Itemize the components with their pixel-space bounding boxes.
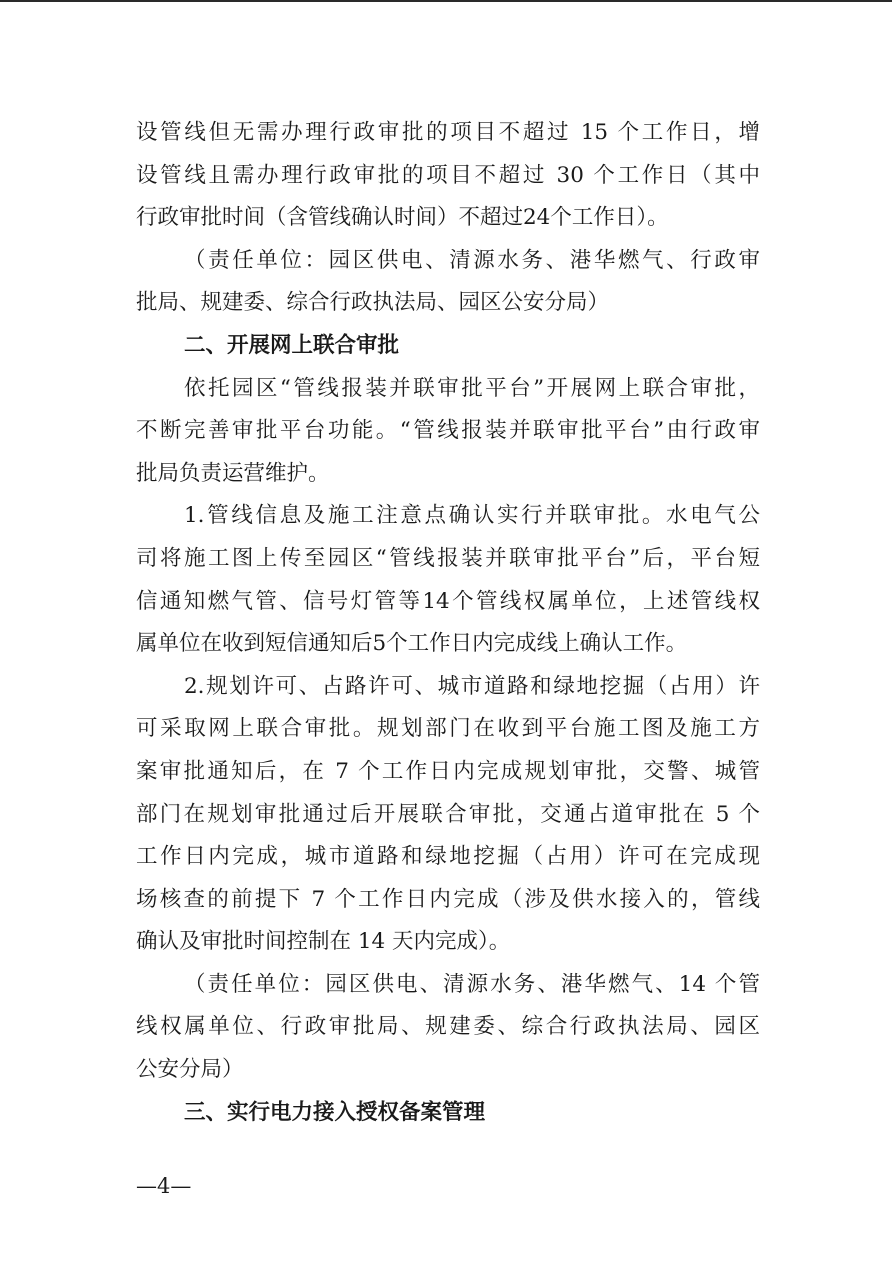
text-line: 批局负责运营维护。 <box>136 460 330 486</box>
text-line: 可采取网上联合审批。规划部门在收到平台施工图及施工方 <box>136 716 760 742</box>
text-line: 依托园区“管线报装并联审批平台”开展网上联合审批， <box>184 375 760 401</box>
paragraph <box>136 495 760 665</box>
text-line: 确认及审批时间控制在 14 天内完成）。 <box>136 929 511 955</box>
text-line: 案审批通知后，在 7 个工作日内完成规划审批，交警、城管 <box>136 758 760 784</box>
page-top-border <box>0 0 892 2</box>
paragraph <box>136 368 760 496</box>
text-line: 1.管线信息及施工注意点确认实行并联审批。水电气公 <box>184 503 760 529</box>
section-heading: 二、开展网上联合审批 <box>184 332 400 358</box>
text-line: 设管线但无需办理行政审批的项目不超过 15 个工作日，增 <box>136 120 760 145</box>
page-number: —4— <box>136 1174 192 1198</box>
text-line: 线权属单位、行政审批局、规建委、综合行政执法局、园区 <box>136 1014 760 1040</box>
paragraph <box>136 112 760 240</box>
text-line: 行政审批时间（含管线确认时间）不超过24个工作日）。 <box>136 205 669 231</box>
text-line: 属单位在收到短信通知后5个工作日内完成线上确认工作。 <box>136 631 688 657</box>
text-line: 场核查的前提下 7 个工作日内完成（涉及供水接入的，管线 <box>136 886 760 912</box>
responsibility-note <box>136 240 760 325</box>
text-line: 信通知燃气管、信号灯管等14个管线权属单位，上述管线权 <box>136 588 760 614</box>
text-line: 部门在规划审批通过后开展联合审批，交通占道审批在 5 个 <box>136 801 760 827</box>
text-line: 设管线且需办理行政审批的项目不超过 30 个工作日（其中 <box>136 162 760 188</box>
document-body <box>136 112 760 1134</box>
text-line: 公安分局） <box>136 1057 244 1083</box>
section-heading: 三、实行电力接入授权备案管理 <box>184 1099 486 1125</box>
paragraph <box>136 666 760 964</box>
text-line: 司将施工图上传至园区“管线报装并联审批平台”后，平台短 <box>136 545 760 571</box>
text-line: 2.规划许可、占路许可、城市道路和绿地挖掘（占用）许 <box>184 673 760 699</box>
text-line: 工作日内完成，城市道路和绿地挖掘（占用）许可在完成现 <box>136 844 760 870</box>
text-line: （责任单位：园区供电、清源水务、港华燃气、行政审 <box>184 247 760 273</box>
responsibility-note <box>136 964 760 1092</box>
text-line: 批局、规建委、综合行政执法局、园区公安分局） <box>136 290 610 316</box>
text-line: （责任单位：园区供电、清源水务、港华燃气、14 个管 <box>184 971 760 997</box>
text-line: 不断完善审批平台功能。“管线报装并联审批平台”由行政审 <box>136 418 760 444</box>
